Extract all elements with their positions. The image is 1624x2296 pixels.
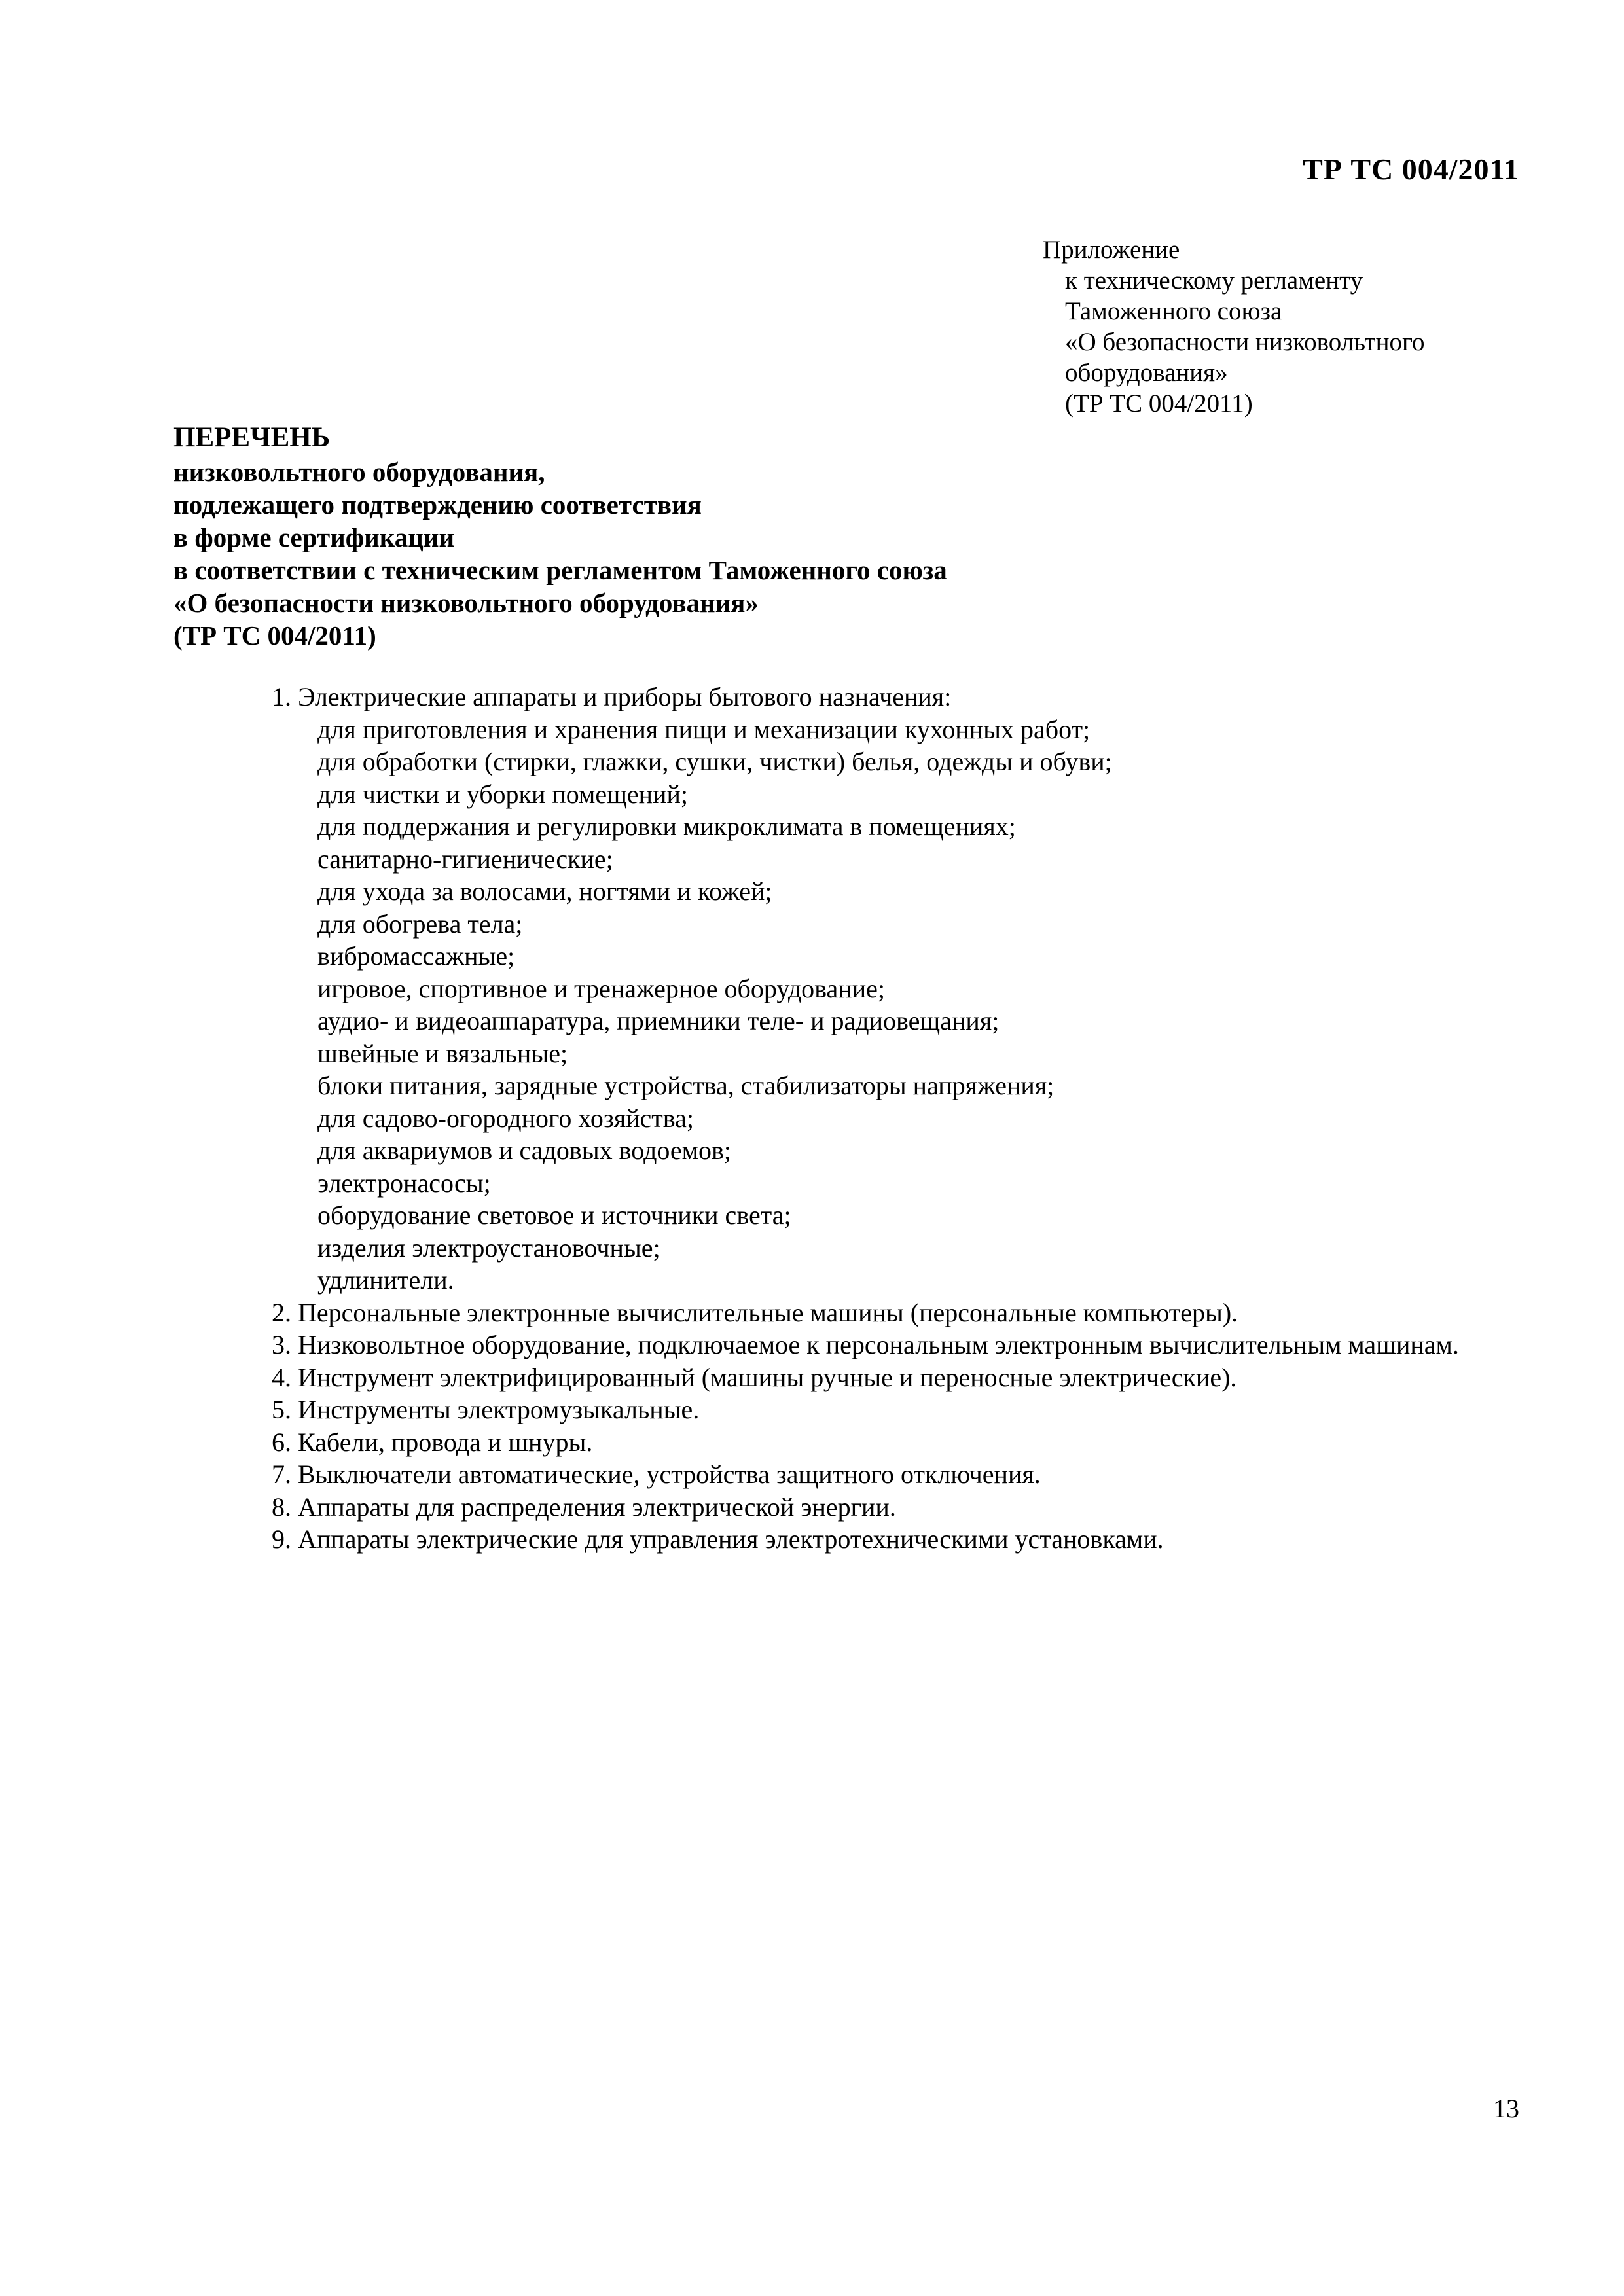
list-item-3: 3. Низковольтное оборудование, подключаемое к персональным электронным вычислительным машинам. — [272, 1330, 1459, 1359]
sub-item: для садово-огородного хозяйства; — [317, 1103, 694, 1133]
title-line: подлежащего подтверждению соответствия — [173, 490, 702, 520]
sub-item: удлинители. — [317, 1265, 454, 1295]
annex-title: Приложение — [1043, 236, 1180, 264]
sub-item: для обогрева тела; — [317, 908, 523, 939]
sub-item: для ухода за волосами, ногтями и кожей; — [317, 876, 772, 906]
document-title-block — [173, 420, 947, 652]
sub-item: изделия электроустановочные; — [317, 1232, 660, 1263]
list-item-5: 5. Инструменты электромузыкальные. — [272, 1395, 700, 1424]
annex-line: к техническому регламенту — [1065, 266, 1363, 295]
equipment-list — [173, 681, 1515, 1556]
title-line: (ТР ТС 004/2011) — [173, 620, 376, 651]
document-code-header: ТР ТС 004/2011 — [1303, 152, 1519, 186]
sub-item: для поддержания и регулировки микроклимата в помещениях; — [317, 812, 1016, 841]
sub-item: для аквариумов и садовых водоемов; — [317, 1136, 731, 1165]
list-item-2: 2. Персональные электронные вычислительные машины (персональные компьютеры). — [272, 1297, 1238, 1327]
sub-item: для чистки и уборки помещений; — [317, 779, 688, 809]
title-line: низковольтного оборудования, — [173, 457, 545, 487]
list-item-4: 4. Инструмент электрифицированный (машины ручные и переносные электрические). — [272, 1362, 1237, 1392]
page-number: 13 — [1493, 2094, 1519, 2123]
list-item-6: 6. Кабели, провода и шнуры. — [272, 1427, 593, 1457]
annex-block — [1043, 234, 1424, 419]
title-line: «О безопасности низковольтного оборудования» — [173, 588, 759, 618]
sub-item: электронасосы; — [317, 1168, 491, 1198]
sub-item: блоки питания, зарядные устройства, стабилизаторы напряжения; — [317, 1071, 1055, 1100]
sub-item: аудио- и видеоаппаратура, приемники теле- и радиовещания; — [317, 1006, 1000, 1035]
annex-line: оборудования» — [1065, 359, 1228, 387]
sub-item: для обработки (стирки, глажки, сушки, чистки) белья, одежды и обуви; — [317, 747, 1112, 776]
annex-line: «О безопасности низковольтного — [1065, 328, 1425, 356]
annex-line: (ТР ТС 004/2011) — [1065, 389, 1253, 418]
sub-item: вибромассажные; — [317, 941, 515, 971]
sub-item: швейные и вязальные; — [317, 1038, 568, 1068]
list-item-7: 7. Выключатели автоматические, устройства защитного отключения. — [272, 1460, 1041, 1489]
sub-item: игровое, спортивное и тренажерное оборудование; — [317, 973, 885, 1003]
sub-item: для приготовления и хранения пищи и механизации кухонных работ; — [317, 714, 1091, 744]
sub-item: оборудование световое и источники света; — [317, 1200, 791, 1230]
title-line: в соответствии с техническим регламентом Таможенного союза — [173, 555, 947, 585]
annex-line: Таможенного союза — [1065, 297, 1282, 325]
list-item-1: 1. Электрические аппараты и приборы бытового назначения: — [272, 682, 952, 711]
list-item-9: 9. Аппараты электрические для управления электротехническими установками. — [272, 1524, 1164, 1554]
list-item-8: 8. Аппараты для распределения электрической энергии. — [272, 1492, 896, 1522]
document-title: ПЕРЕЧЕНЬ — [173, 422, 331, 453]
sub-item: санитарно-гигиенические; — [317, 844, 613, 874]
title-line: в форме сертификации — [173, 522, 455, 552]
